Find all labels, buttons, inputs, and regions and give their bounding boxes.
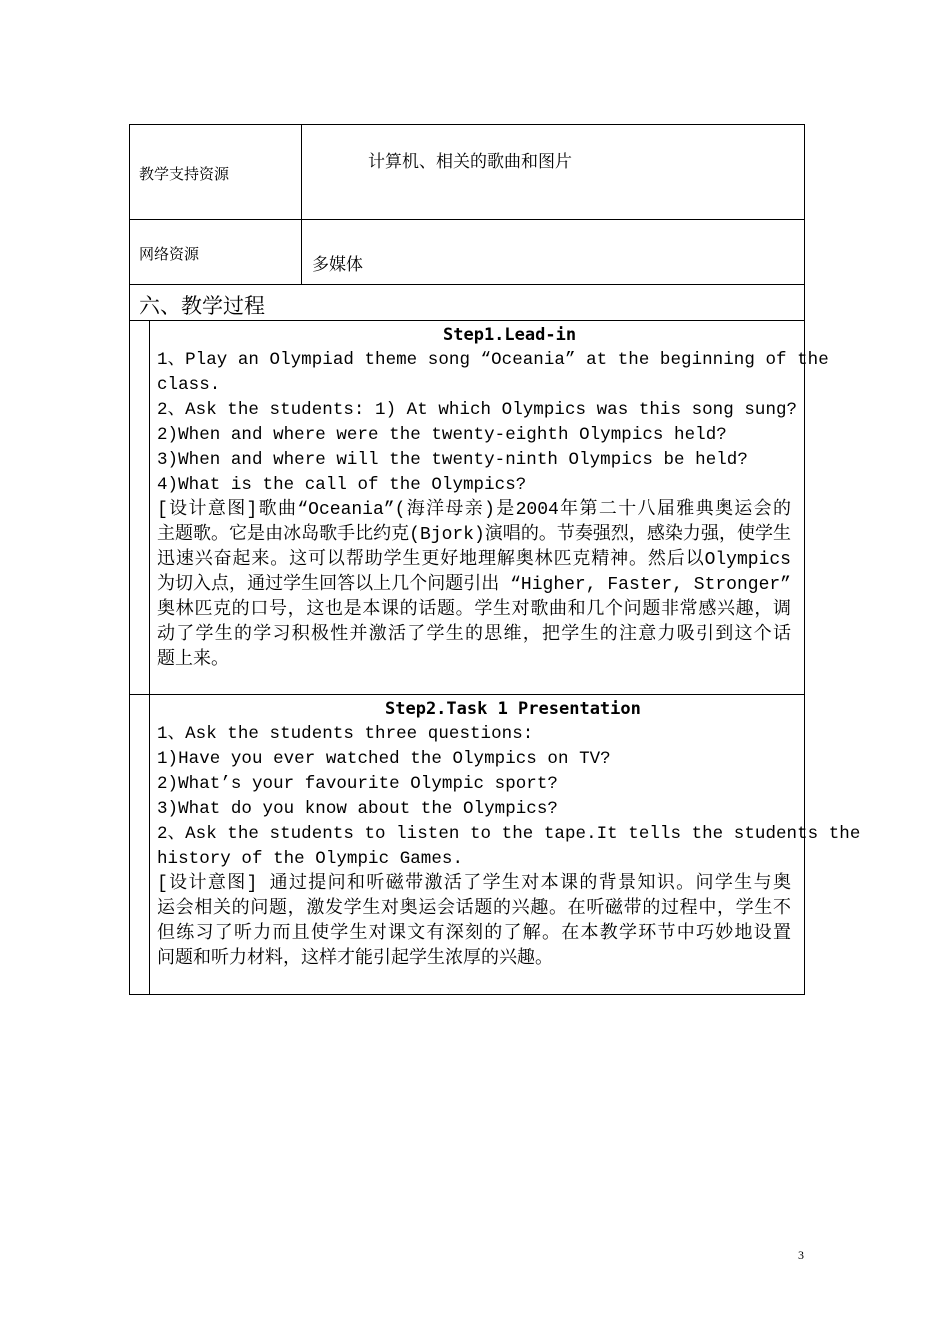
step2-line: history of the Olympic Games. <box>157 849 463 869</box>
column-divider <box>301 125 302 219</box>
support-resources-value: 计算机、相关的歌曲和图片 <box>368 152 572 172</box>
step2-design-line: 但练习了听力而且使学生对课文有深刻的了解。在本教学环节中巧妙地设置 <box>157 924 791 944</box>
step2-line: 2)What’s your favourite Olympic sport? <box>157 774 558 794</box>
step2-line: 1、Ask the students three questions: <box>157 724 534 744</box>
column-divider <box>149 320 150 995</box>
page-number: 3 <box>798 1248 804 1262</box>
step1-design-line: 为切入点，通过学生回答以上几个问题引出 “Higher, Faster, Stronger” <box>157 575 791 595</box>
step1-line: 2、Ask the students: 1) At which Olympics was this song sung? <box>157 400 798 420</box>
step1-design-line: 动了学生的学习积极性并激活了学生的思维，把学生的注意力吸引到这个话 <box>157 625 791 645</box>
row-divider <box>130 284 804 285</box>
step1-design-line: 迅速兴奋起来。这可以帮助学生更好地理解奥林匹克精神。然后以Olympics <box>157 550 791 570</box>
network-resources-label: 网络资源 <box>139 245 200 263</box>
step2-line: 2、Ask the students to listen to the tape.It tells the students the <box>157 824 861 844</box>
column-divider <box>301 219 302 284</box>
step2-design-line: [设计意图] 通过提问和听磁带激活了学生对本课的背景知识。问学生与奥 <box>157 874 791 894</box>
step1-line: 3)When and where will the twenty-ninth Olympics be held? <box>157 450 748 470</box>
step1-line: 4)What is the call of the Olympics? <box>157 475 527 495</box>
step1-design-line: 奥林匹克的口号，这也是本课的话题。学生对歌曲和几个问题非常感兴趣，调 <box>157 600 791 620</box>
step1-line: 2)When and where were the twenty-eighth Olympics held? <box>157 425 727 445</box>
step1-design-line: 主题歌。它是由冰岛歌手比约克(Bjork)演唱的。节奏强烈，感染力强，使学生 <box>157 525 791 545</box>
step2-title: Step2.Task 1 Presentation <box>385 699 641 719</box>
step1-line: 1、Play an Olympiad theme song “Oceania” at the beginning of the <box>157 350 829 370</box>
lesson-plan-table <box>129 124 861 995</box>
row-divider <box>130 219 804 220</box>
step2-design-line: 运会相关的问题，激发学生对奥运会话题的兴趣。在听磁带的过程中，学生不 <box>157 899 791 919</box>
step1-line: class. <box>157 375 221 395</box>
network-resources-value: 多媒体 <box>312 255 363 275</box>
step1-design-line: 题上来。 <box>157 650 229 670</box>
step1-design-line: [设计意图]歌曲“Oceania”(海洋母亲)是2004年第二十八届雅典奥运会的 <box>157 500 791 520</box>
row-divider <box>130 320 804 321</box>
row-divider <box>130 694 804 695</box>
step2-design-line: 问题和听力材料，这样才能引起学生浓厚的兴趣。 <box>157 949 553 969</box>
step2-line: 1)Have you ever watched the Olympics on TV? <box>157 749 611 769</box>
support-resources-label: 教学支持资源 <box>139 165 230 183</box>
step1-title: Step1.Lead-in <box>443 325 577 345</box>
step2-line: 3)What do you know about the Olympics? <box>157 799 558 819</box>
section-title: 六、教学过程 <box>139 294 265 318</box>
